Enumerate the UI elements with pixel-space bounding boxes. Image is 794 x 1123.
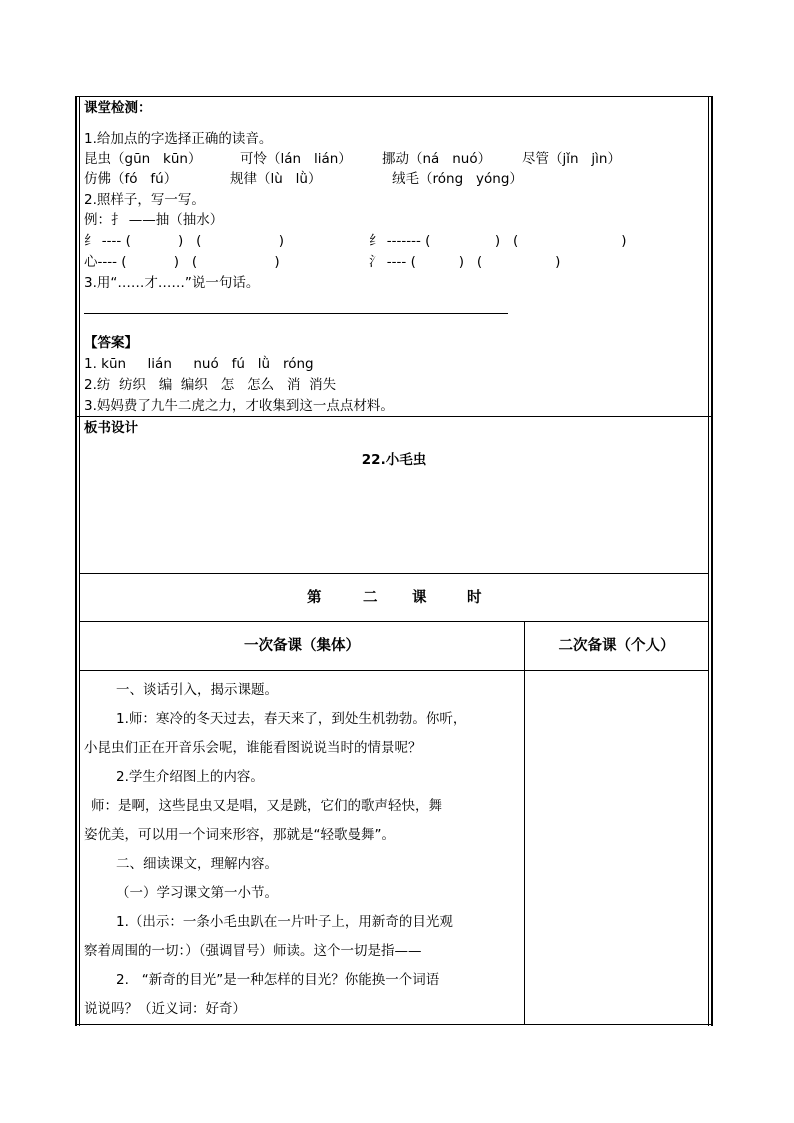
lesson-line: 1.师：寒冷的冬天过去，春天来了，到处生机勃勃。你听， [116,711,467,727]
document-frame [75,96,713,1026]
q1-row2-item: 规律（lù lǜ） [230,171,322,187]
col2-header: 二次备课（个人） [558,638,675,654]
q1-row1-item: 昆虫（gūn kūn） [84,151,202,167]
quiz-heading: 课堂检测： [84,100,152,116]
left-border [75,96,77,1026]
bottom-border [75,1024,713,1025]
right-border [711,96,713,1026]
q3-title: 3.用“……才……”说一句话。 [84,275,260,291]
lesson-line: （一）学习课文第一小节。 [116,885,278,901]
q2-title: 2.照样子，写一写。 [84,192,205,208]
top-border [75,96,713,97]
q2-row2-left: 心---- ( ) ( ) [84,254,280,270]
separator-col-body [80,670,708,671]
board-heading: 板书设计 [84,420,138,436]
q1-title: 1.给加点的字选择正确的读音。 [84,131,273,147]
lesson-line: 说说吗？（近义词：好奇） [84,1001,246,1017]
lesson-line: 一、谈话引入，揭示课题。 [116,682,278,698]
separator-board [75,416,713,417]
answer-underline [84,313,508,314]
lesson-line: 姿优美，可以用一个词来形容，那就是“轻歌曼舞”。 [84,827,395,843]
answers-heading: 【答案】 [84,335,138,351]
q2-row2-right: 氵 ---- ( ) ( ) [369,254,561,270]
lesson-line: 察着周围的一切：）（强调冒号）师读。这个一切是指—— [84,943,422,959]
lesson-title-char: 二 [363,590,378,606]
lesson-title-char: 课 [412,590,427,606]
lesson-title-char: 第 [307,590,322,606]
q2-row1-left: 纟 ---- ( ) ( ) [84,233,284,249]
lesson-line: 2. “新奇的目光”是一种怎样的目光？你能换一个词语 [116,972,440,988]
q1-row1-item: 尽管（jǐn jìn） [522,151,621,167]
answer-1: 1. kūn lián nuó fú lǜ róng [84,356,314,372]
answer-2: 2.纺 纺织 编 编织 怎 怎么 消 消失 [84,377,337,393]
column-divider [524,621,525,1025]
q1-row2-item: 绒毛（róng yóng） [392,171,523,187]
col1-header: 一次备课（集体） [244,638,360,654]
q1-row1-item: 挪动（ná nuó） [382,151,492,167]
inner-left-border [79,96,80,1026]
q2-row1-right: 纟 ------- ( ) ( ) [369,233,627,249]
lesson-line: 二、细读课文，理解内容。 [116,856,278,872]
separator-col-header [80,621,708,622]
q1-row2-item: 仿佛（fó fú） [84,171,178,187]
lesson-line: 师：是啊，这些昆虫又是唱，又是跳，它们的歌声轻快，舞 [91,798,442,814]
lesson-line: 2.学生介绍图上的内容。 [116,769,264,785]
separator-lesson [80,573,708,574]
q2-example: 例：扌 ——抽（抽水） [84,212,224,228]
inner-right-border [708,96,709,1026]
board-title: 22.小毛虫 [361,452,427,468]
lesson-line: 小昆虫们正在开音乐会呢，谁能看图说说当时的情景呢？ [84,740,422,756]
answer-3: 3.妈妈费了九牛二虎之力，才收集到这一点点材料。 [84,398,394,414]
lesson-line: 1.（出示：一条小毛虫趴在一片叶子上，用新奇的目光观 [116,914,453,930]
lesson-title-char: 时 [467,590,482,606]
q1-row1-item: 可怜（lán lián） [240,151,352,167]
